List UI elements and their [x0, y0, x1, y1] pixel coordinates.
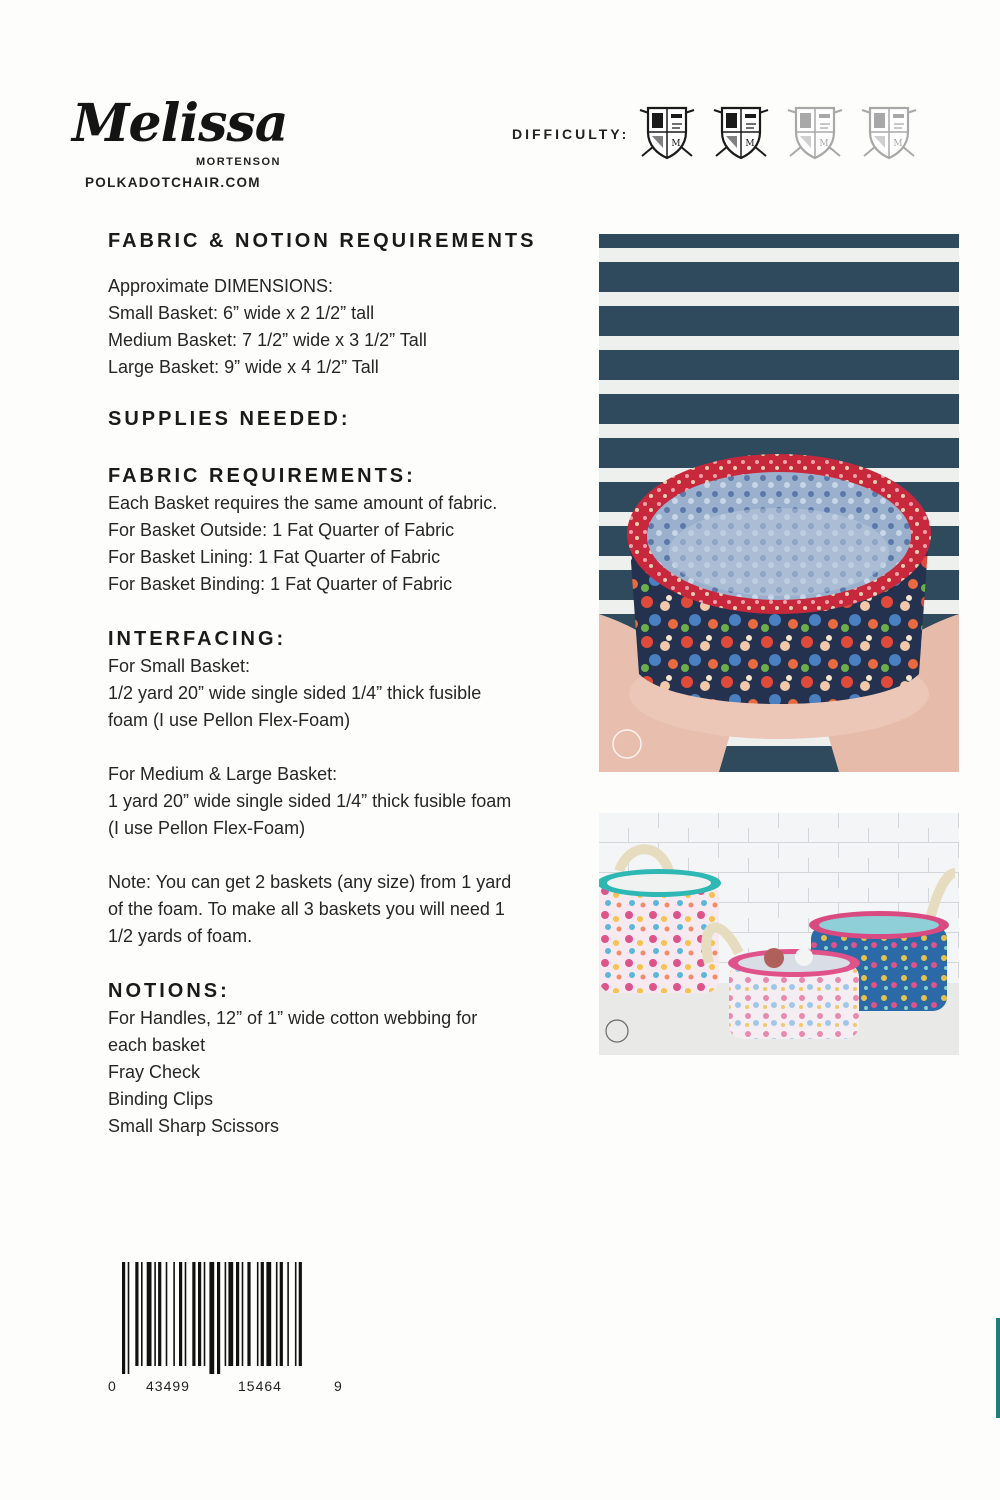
interfacing-small-block	[108, 653, 578, 734]
barcode-digit-group-left: 43499	[146, 1378, 190, 1394]
barcode-bar	[185, 1262, 187, 1366]
brand-logo	[72, 93, 312, 198]
notions-line: Fray Check	[108, 1062, 201, 1082]
barcode-bar	[198, 1262, 201, 1366]
barcode-bar	[141, 1262, 143, 1366]
dimensions-block	[108, 273, 578, 381]
dimensions-line: Large Basket: 9” wide x 4 1/2” Tall	[108, 357, 379, 377]
barcode-digit-check: 9	[334, 1378, 343, 1394]
barcode-bar	[287, 1262, 289, 1366]
basket-held-illustration	[599, 234, 959, 772]
barcode-bar	[192, 1262, 195, 1366]
photo-basket-held	[599, 234, 959, 772]
interfacing-line: For Medium & Large Basket:	[108, 764, 338, 784]
notions-line: Small Sharp Scissors	[108, 1116, 280, 1136]
barcode-bar	[154, 1262, 156, 1366]
shield-crest-icon	[858, 100, 920, 162]
interfacing-line: For Small Basket:	[108, 656, 251, 676]
barcode-bar	[173, 1262, 175, 1366]
barcode-bars	[108, 1262, 348, 1374]
barcode-bar	[280, 1262, 283, 1366]
dimensions-line: Approximate DIMENSIONS:	[108, 276, 334, 296]
difficulty-rating	[512, 100, 932, 162]
heading-fabric-notion: FABRIC & NOTION REQUIREMENTS	[108, 230, 537, 252]
barcode-digit-group-right: 15464	[238, 1378, 282, 1394]
barcode-bar	[266, 1262, 271, 1366]
note-line: 1/2 yards of foam.	[108, 926, 253, 946]
barcode-bar	[299, 1262, 302, 1366]
logo-website: POLKADOTCHAIR.COM	[85, 175, 261, 190]
fabric-line: Each Basket requires the same amount of fabric.	[108, 493, 498, 513]
interfacing-line: 1/2 yard 20” wide single sided 1/4” thick fusible	[108, 683, 482, 703]
three-baskets-illustration	[599, 813, 959, 1055]
heading-fabric-requirements: FABRIC REQUIREMENTS:	[108, 465, 416, 487]
notions-line: each basket	[108, 1035, 206, 1055]
interfacing-line: foam (I use Pellon Flex-Foam)	[108, 710, 351, 730]
barcode-bar	[122, 1262, 125, 1374]
barcode-bar	[158, 1262, 161, 1366]
interfacing-line: (I use Pellon Flex-Foam)	[108, 818, 306, 838]
difficulty-label: DIFFICULTY:	[512, 126, 630, 142]
note-line: Note: You can get 2 baskets (any size) from 1 yard	[108, 872, 512, 892]
fabric-requirements-block	[108, 490, 578, 598]
heading-supplies: SUPPLIES NEEDED:	[108, 408, 351, 430]
barcode-bar	[228, 1262, 233, 1366]
barcode-bar	[147, 1262, 152, 1366]
barcode-bar	[295, 1262, 297, 1366]
barcode-bar	[179, 1262, 182, 1366]
barcode-bar	[257, 1262, 259, 1366]
barcode-bar	[135, 1262, 138, 1366]
notions-line: For Handles, 12” of 1” wide cotton webbing for	[108, 1008, 478, 1028]
barcode-bar	[128, 1262, 130, 1374]
logo-surname: MORTENSON	[196, 156, 281, 168]
dimensions-line: Small Basket: 6” wide x 2 1/2” tall	[108, 303, 375, 323]
shield-crest-icon	[636, 100, 698, 162]
shield-crest-icon	[710, 100, 772, 162]
barcode-bar	[204, 1262, 206, 1366]
heading-notions: NOTIONS:	[108, 980, 230, 1002]
heading-interfacing: INTERFACING:	[108, 628, 287, 650]
svg-text:M: M	[893, 139, 903, 149]
fabric-line: For Basket Outside: 1 Fat Quarter of Fabric	[108, 520, 455, 540]
logo-script-name: Melissa	[72, 93, 288, 154]
barcode-bar	[247, 1262, 250, 1366]
barcode-bar	[209, 1262, 214, 1374]
shield-crest-icon	[784, 100, 846, 162]
interfacing-medium-block	[108, 761, 578, 842]
svg-text:M: M	[745, 139, 755, 149]
barcode-bar	[276, 1262, 278, 1366]
svg-text:M: M	[819, 139, 829, 149]
notions-line: Binding Clips	[108, 1089, 214, 1109]
edge-tab	[996, 1318, 1000, 1418]
barcode-bar	[217, 1262, 220, 1374]
barcode-bar	[261, 1262, 264, 1366]
fabric-line: For Basket Binding: 1 Fat Quarter of Fabric	[108, 574, 453, 594]
barcode-bar	[236, 1262, 239, 1366]
interfacing-note-block	[108, 869, 578, 950]
barcode	[108, 1262, 348, 1402]
barcode-bar	[242, 1262, 244, 1366]
svg-text:M: M	[671, 139, 681, 149]
note-line: of the foam. To make all 3 baskets you will need 1	[108, 899, 505, 919]
requirements-content	[108, 230, 578, 1140]
interfacing-line: 1 yard 20” wide single sided 1/4” thick fusible foam	[108, 791, 512, 811]
notions-block	[108, 1005, 578, 1140]
photo-three-baskets	[599, 813, 959, 1055]
fabric-line: For Basket Lining: 1 Fat Quarter of Fabric	[108, 547, 441, 567]
dimensions-line: Medium Basket: 7 1/2” wide x 3 1/2” Tall	[108, 330, 427, 350]
barcode-bar	[166, 1262, 168, 1366]
barcode-digit-lead: 0	[108, 1378, 117, 1394]
barcode-bar	[225, 1262, 227, 1366]
